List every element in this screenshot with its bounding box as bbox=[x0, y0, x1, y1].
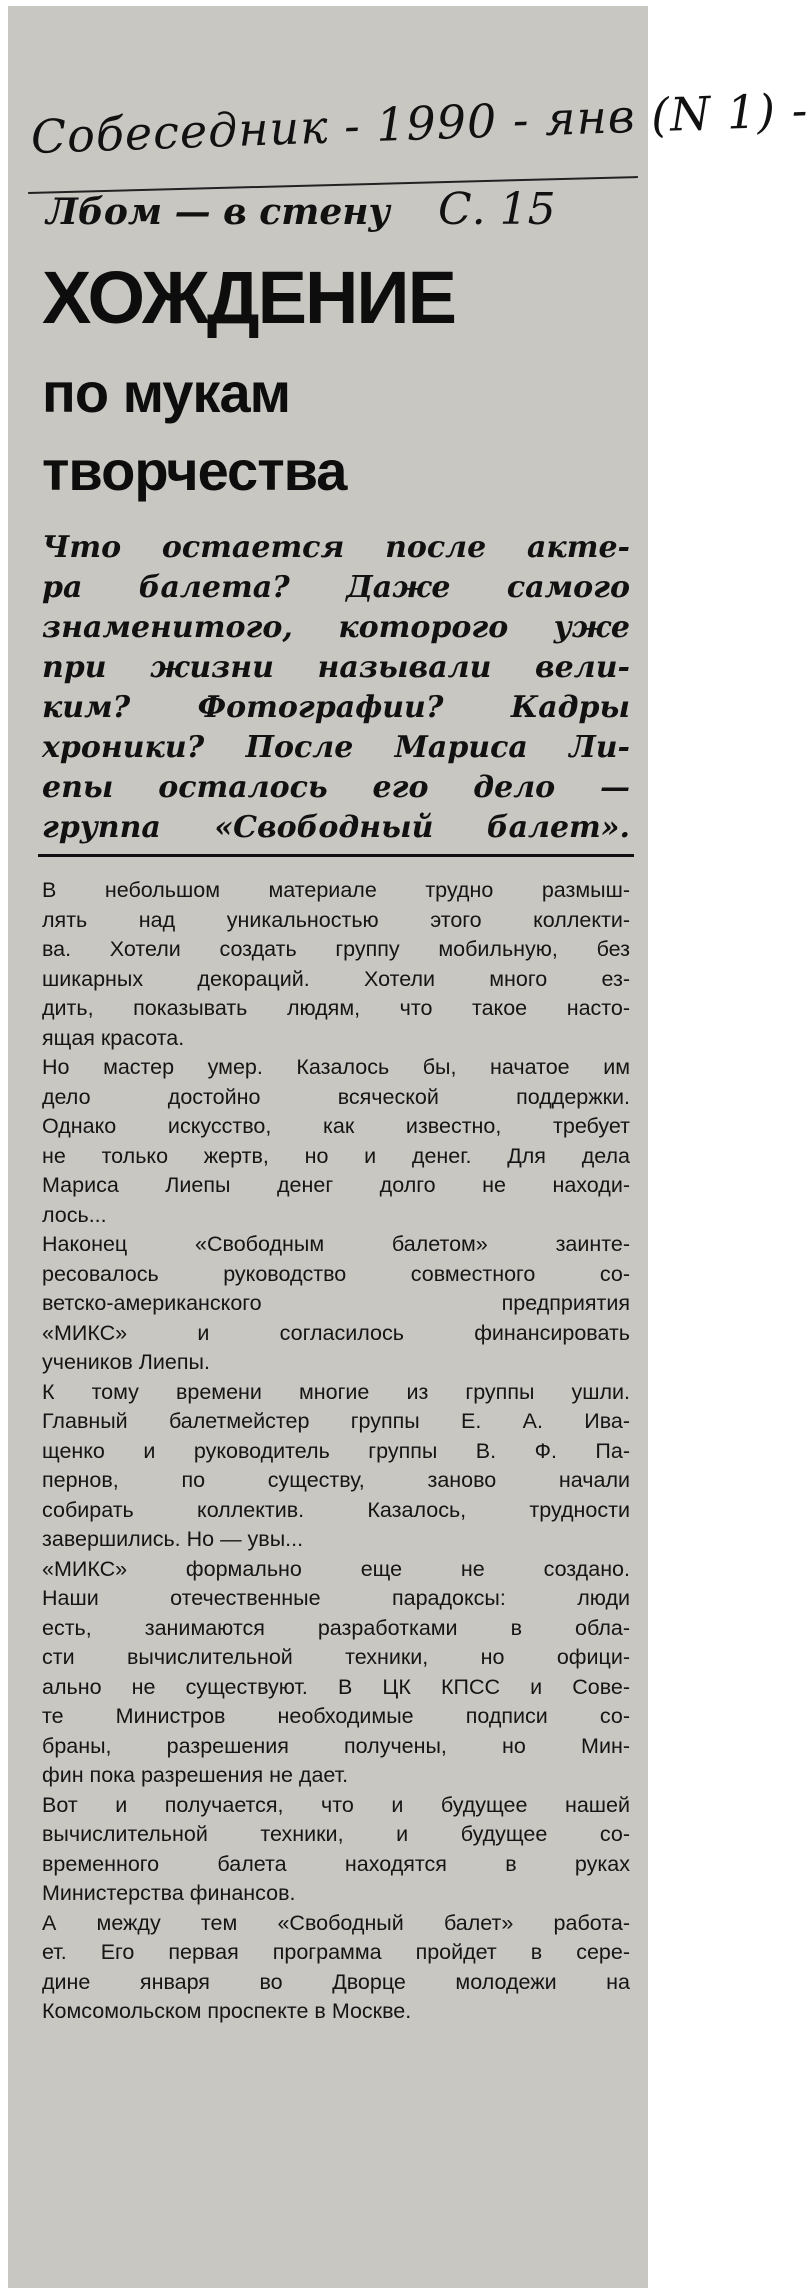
body-line: дить, показывать людям, что такое насто- bbox=[42, 996, 630, 1020]
body-line: дине января во Дворце молодежи на bbox=[42, 1969, 630, 1994]
body-line: завершились. Но — увы... bbox=[42, 1527, 304, 1551]
body-line: сти вычислительной техники, но офици- bbox=[42, 1645, 630, 1669]
body-line: ет. Его первая программа пройдет в сере- bbox=[42, 1940, 630, 1964]
body-line: не только жертв, но и денег. Для дела bbox=[42, 1143, 630, 1168]
body-line: собирать коллектив. Казалось, трудности bbox=[42, 1497, 630, 1522]
lead-line: знаменитого, которого уже bbox=[42, 610, 630, 645]
body-line: щенко и руководитель группы В. Ф. Па- bbox=[42, 1438, 630, 1463]
body-line: ресовалось руководство совместного со- bbox=[42, 1261, 630, 1286]
body-line: Но мастер умер. Казалось бы, начатое им bbox=[42, 1055, 630, 1079]
body-line: Однако искусство, как известно, требует bbox=[42, 1114, 630, 1138]
body-line: те Министров необходимые подписи со- bbox=[42, 1704, 630, 1728]
body-line: есть, занимаются разработками в обла- bbox=[42, 1615, 630, 1640]
body-line: пернов, по существу, заново начали bbox=[42, 1468, 630, 1492]
body-line: временного балета находятся в руках bbox=[42, 1851, 630, 1876]
body-line: Мариса Лиепы денег долго не находи- bbox=[42, 1173, 630, 1197]
body-line: лось... bbox=[42, 1202, 107, 1227]
lead-line: ра балета? Даже самого bbox=[42, 570, 630, 605]
body-line: А между тем «Свободный балет» работа- bbox=[42, 1910, 630, 1935]
headline: ХОЖДЕНИЕ bbox=[42, 256, 455, 339]
body-line: Вот и получается, что и будущее нашей bbox=[42, 1792, 630, 1817]
lead-paragraph bbox=[42, 528, 630, 848]
lead-line: хроники? После Мариса Ли- bbox=[42, 730, 630, 765]
body-line: В небольшом материале трудно размыш- bbox=[42, 878, 630, 902]
body-line: лять над уникальностью этого коллекти- bbox=[42, 907, 630, 932]
lead-line: при жизни называли вели- bbox=[42, 650, 630, 685]
body-line: «МИКС» формально еще не создано. bbox=[42, 1556, 630, 1581]
newspaper-clipping bbox=[8, 6, 809, 2288]
body-line: вычислительной техники, и будущее со- bbox=[42, 1822, 630, 1846]
body-line: браны, разрешения получены, но Мин- bbox=[42, 1733, 630, 1758]
body-line: шикарных декораций. Хотели много ез- bbox=[42, 966, 630, 991]
rubric: Лбом — в стену bbox=[46, 191, 391, 233]
handwritten-source-note: Собеседник - 1990 - янв (N 1) - bbox=[30, 82, 809, 164]
subheadline bbox=[42, 354, 642, 510]
body-line: ально не существуют. В ЦК КПСС и Сове- bbox=[42, 1674, 630, 1699]
body-line: ящая красота. bbox=[42, 1025, 185, 1050]
body-line: дело достойно всяческой поддержки. bbox=[42, 1084, 630, 1109]
body-line: фин пока разрешения не дает. bbox=[42, 1763, 349, 1787]
body-line: Главный балетмейстер группы Е. А. Ива- bbox=[42, 1409, 630, 1433]
body-line: ва. Хотели создать группу мобильную, без bbox=[42, 937, 630, 961]
body-line: Комсомольском проспекте в Москве. bbox=[42, 1999, 412, 2023]
body-line: Наши отечественные парадоксы: люди bbox=[42, 1586, 630, 1610]
body-line: «МИКС» и согласилось финансировать bbox=[42, 1320, 630, 1345]
subheadline-line: творчества bbox=[42, 439, 347, 502]
body-line: Министерства финансов. bbox=[42, 1881, 296, 1905]
article-body bbox=[42, 876, 630, 2027]
lead-line: епы осталось его дело — bbox=[42, 770, 630, 805]
body-line: учеников Лиепы. bbox=[42, 1350, 210, 1374]
lead-divider bbox=[38, 854, 634, 857]
handwritten-page-number: С. 15 bbox=[438, 184, 556, 235]
body-line: Наконец «Свободным балетом» заинте- bbox=[42, 1232, 630, 1256]
lead-line: ким? Фотографии? Кадры bbox=[42, 690, 630, 725]
lead-line: группа «Свободный балет». bbox=[42, 810, 630, 845]
body-line: ветско-американского предприятия bbox=[42, 1291, 630, 1315]
lead-line: Что остается после акте- bbox=[42, 530, 630, 565]
body-line: К тому времени многие из группы ушли. bbox=[42, 1379, 630, 1404]
subheadline-line: по мукам bbox=[42, 361, 291, 424]
